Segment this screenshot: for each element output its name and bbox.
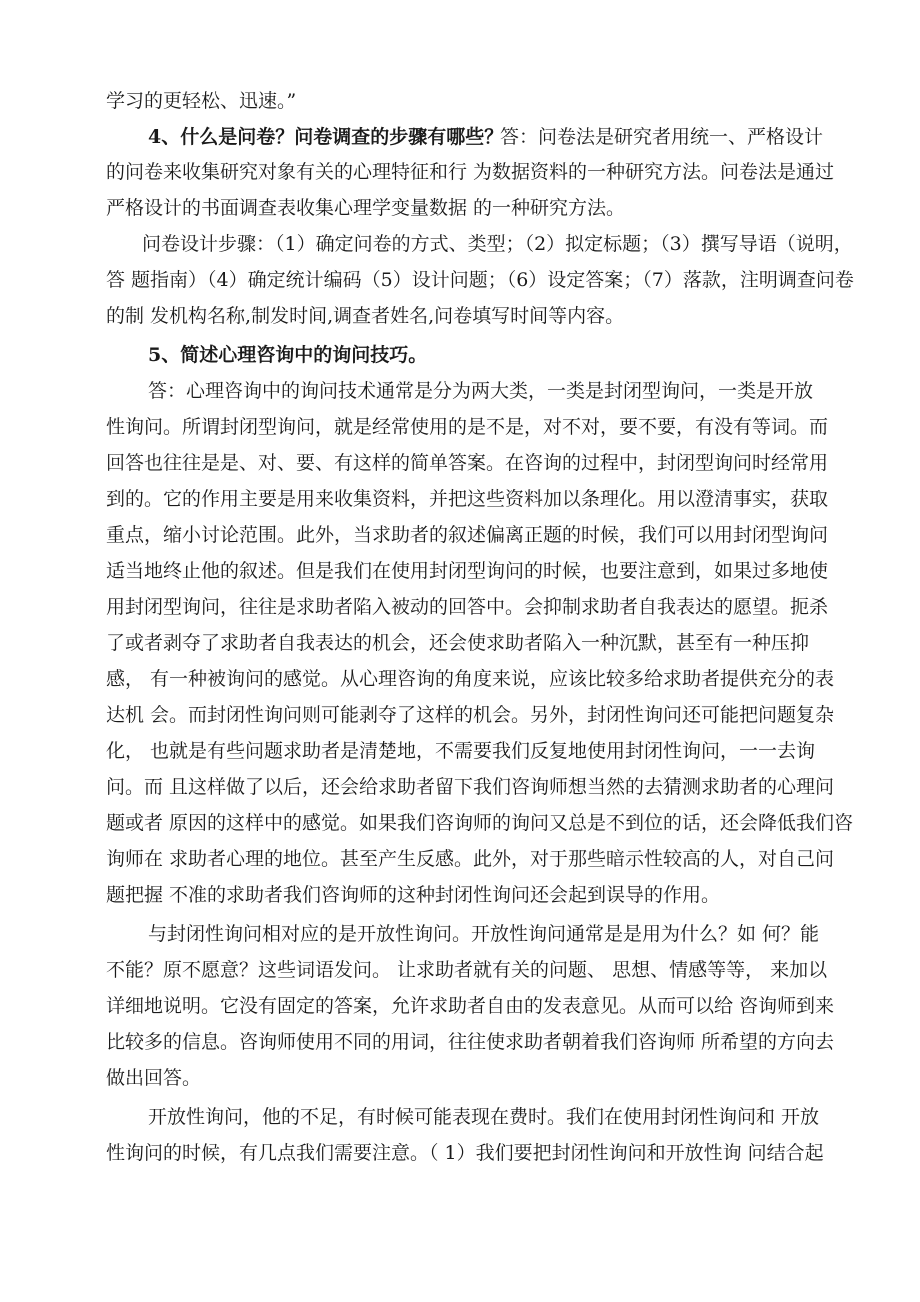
text-line: 不能？原不愿意？这些词语发问。 让求助者就有关的问题、 思想、情感等等， 来加以 bbox=[106, 959, 828, 981]
text-line: 到的。它的作用主要是用来收集资料，并把这些资料加以条理化。用以澄清事实，获取 bbox=[106, 488, 829, 510]
text-line: 达机 会。而封闭性询问则可能剥夺了这样的机会。另外，封闭性询问还可能把问题复杂 bbox=[106, 704, 835, 726]
text-line: 问。而 且这样做了以后，还会给求助者留下我们咨询师想当然的去猜测求助者的心理问 bbox=[106, 776, 835, 798]
text-line: 用封闭型询问，往往是求助者陷入被动的回答中。会抑制求助者自我表达的愿望。扼杀 bbox=[106, 596, 829, 618]
text-line: 答：心理咨询中的询问技术通常是分为两大类，一类是封闭型询问，一类是开放 bbox=[148, 380, 814, 402]
text-line: 化， 也就是有些问题求助者是清楚地，不需要我们反复地使用封闭性询问，一一去询 bbox=[106, 740, 816, 762]
text-line: 答：问卷法是研究者用统一、严格设计 bbox=[500, 126, 824, 148]
text-line: 答 题指南）（4）确定统计编码（5）设计问题；（6）设定答案；（7）落款，注明调查问卷 bbox=[106, 269, 854, 291]
text-line: 与封闭性询问相对应的是开放性询问。开放性询问通常是是用为什么？如 何？能 bbox=[148, 923, 820, 945]
text-line: 比较多的信息。咨询师使用不同的用词，往往使求助者朝着我们咨询师 所希望的方向去 bbox=[106, 1031, 835, 1053]
text-line: 严格设计的书面调查表收集心理学变量数据 的一种研究方法。 bbox=[106, 197, 626, 219]
question-5-heading: 5、简述心理咨询中的询问技巧。 bbox=[148, 344, 428, 366]
text-line: 感， 有一种被询问的感觉。从心理咨询的角度来说，应该比较多给求助者提供充分的表 bbox=[106, 668, 835, 690]
text-line: 重点，缩小讨论范围。此外，当求助者的叙述偏离正题的时候，我们可以用封闭型询问 bbox=[106, 524, 829, 546]
text-line: 了或者剥夺了求助者自我表达的机会，还会使求助者陷入一种沉默，甚至有一种压抑 bbox=[106, 632, 810, 654]
text-line: 回答也往往是是、对、要、有这样的简单答案。在咨询的过程中，封闭型询问时经常用 bbox=[106, 452, 829, 474]
question-4-heading: 4、什么是问卷？问卷调查的步骤有哪些？ bbox=[148, 126, 504, 148]
text-line: 开放性询问，他的不足，有时候可能表现在费时。我们在使用封闭性询问和 开放 bbox=[148, 1106, 820, 1128]
text-line: 适当地终止他的叙述。但是我们在使用封闭型询问的时候，也要注意到，如果过多地使 bbox=[106, 560, 829, 582]
text-line: 做出回答。 bbox=[106, 1067, 202, 1089]
text-line: 题把握 不准的求助者我们咨询师的这种封闭性询问还会起到误导的作用。 bbox=[106, 884, 721, 906]
text-line: 的制 发机构名称,制发时间,调查者姓名,问卷填写时间等内容。 bbox=[106, 305, 625, 327]
text-line: 的问卷来收集研究对象有关的心理特征和行 为数据资料的一种研究方法。问卷法是通过 bbox=[106, 161, 835, 183]
text-line: 学习的更轻松、迅速。” bbox=[106, 90, 297, 112]
text-line: 性询问的时候，有几点我们需要注意。（ 1）我们要把封闭性询问和开放性询 问结合起 bbox=[106, 1142, 824, 1164]
text-line: 题或者 原因的这样中的感觉。如果我们咨询师的询问又总是不到位的话，还会降低我们咨 bbox=[106, 812, 854, 834]
text-line: 详细地说明。它没有固定的答案，允许求助者自由的发表意见。从而可以给 咨询师到来 bbox=[106, 995, 835, 1017]
text-line: 问卷设计步骤：（1）确定问卷的方式、类型；（2）拟定标题；（3）撰写导语（说明， bbox=[142, 233, 853, 255]
text-line: 性询问。所谓封闭型询问，就是经常使用的是不是，对不对，要不要，有没有等词。而 bbox=[106, 416, 829, 438]
text-line: 询师在 求助者心理的地位。甚至产生反感。此外，对于那些暗示性较高的人，对自己问 bbox=[106, 848, 835, 870]
